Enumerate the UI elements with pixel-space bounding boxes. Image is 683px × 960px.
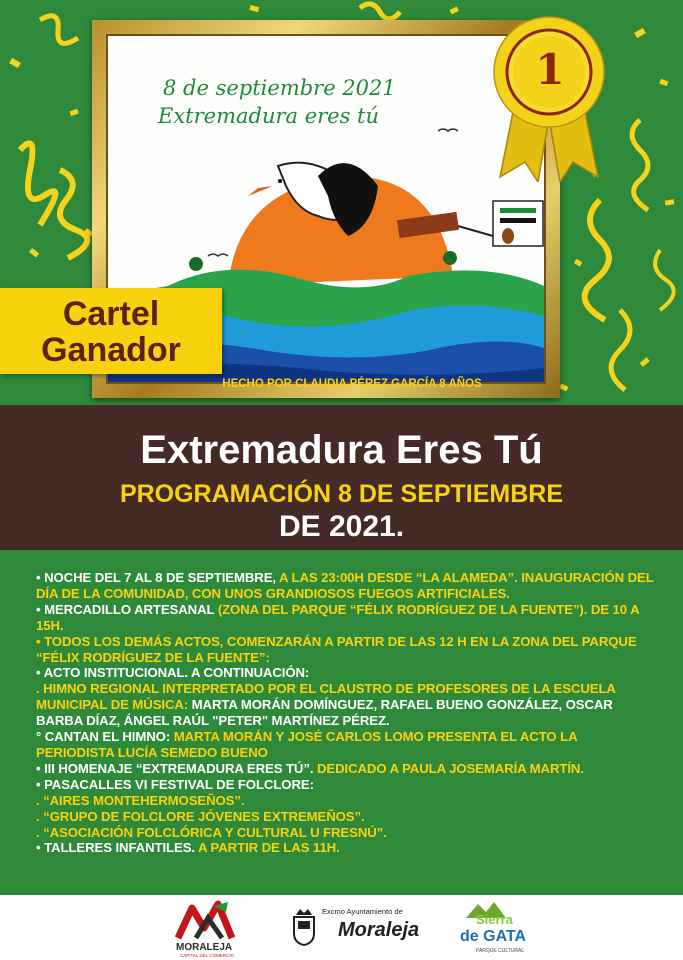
program-item-text: • III HOMENAJE “EXTREMADURA ERES TÚ”. bbox=[36, 760, 317, 776]
program-item bbox=[36, 777, 656, 793]
program-item-text: DEDICADO A PAULA JOSEMARÍA MARTÍN. bbox=[316, 760, 584, 776]
moraleja-name: MORALEJA bbox=[176, 942, 233, 953]
program-item-text: . HIMNO REGIONAL INTERPRETADO POR EL CLAUSTRO DE PROFESORES DE LA ESCUELA MUNICIPAL DE MÚSICA: bbox=[36, 681, 616, 713]
program-item bbox=[36, 681, 656, 729]
drawing-caption-date: 8 de septiembre 2021 bbox=[163, 76, 396, 100]
program-item-text: • TODOS LOS DEMÁS ACTOS, COMENZARÁN A PARTIR DE LAS 12 H EN LA ZONA DEL PARQUE “FÉLIX RODRÍGUEZ DE LA FUENTE”: bbox=[36, 633, 637, 665]
program-item-text: • ACTO INSTITUCIONAL. A CONTINUACIÓN: bbox=[36, 665, 310, 681]
drawing-caption-slogan: Extremadura eres tú bbox=[158, 104, 380, 128]
moraleja-tagline: CAPITAL DEL COMERCIO bbox=[180, 953, 235, 958]
program-item-text: A LAS 23:00H DESDE “LA ALAMEDA”. INAUGURACIÓN DEL DÍA DE LA COMUNIDAD, CON UNOS GRANDIOSOS FUEGOS ARTIFICIALES. bbox=[36, 570, 654, 601]
gata-line1: Sierra bbox=[476, 912, 513, 927]
badge-line-cartel: Cartel bbox=[62, 295, 160, 333]
first-prize-rosette-icon bbox=[490, 12, 608, 182]
gata-line2: de GATA bbox=[460, 928, 527, 945]
program-item-text: (ZONA DEL PARQUE “FÉLIX RODRÍGUEZ DE LA FUENTE”). DE 10 A 15H. bbox=[36, 601, 640, 633]
program-item-text: • TALLERES INFANTILES. bbox=[36, 840, 199, 856]
program-item-text: • MERCADILLO ARTESANAL bbox=[36, 601, 218, 617]
artist-credit: HECHO POR CLAUDIA PÉREZ GARCÍA 8 AÑOS bbox=[222, 378, 482, 390]
header-artwork-section bbox=[0, 0, 683, 405]
page-title: Extremadura Eres Tú bbox=[140, 428, 543, 472]
program-item-text: • PASACALLES VI FESTIVAL DE FOLCLORE: bbox=[36, 776, 314, 792]
ayuntamiento-label: Excmo Ayuntamiento de bbox=[322, 907, 403, 916]
program-item bbox=[36, 793, 656, 809]
moraleja-logo bbox=[170, 898, 250, 958]
program-item-text: ° CANTAN EL HIMNO: bbox=[36, 729, 174, 745]
program-item-text: . “ASOCIACIÓN FOLCLÓRICA Y CULTURAL U FRESNÚ”. bbox=[36, 824, 387, 840]
program-item bbox=[36, 840, 656, 856]
program-item-text: . “AIRES MONTEHERMOSEÑOS”. bbox=[36, 792, 245, 808]
program-item-text: MARTA MORÁN DOMÍNGUEZ, RAFAEL BUENO GONZÁLEZ, OSCAR BARBA DÍAZ, ÁNGEL RAÚL "PETER" MARTÍNEZ PÉREZ. bbox=[36, 697, 613, 729]
program-item bbox=[36, 570, 656, 602]
moraleja-mark-icon bbox=[170, 898, 250, 942]
program-item-text: A PARTIR DE LAS 11H. bbox=[198, 840, 340, 856]
program-heading-line2: DE 2021. bbox=[278, 510, 405, 543]
program-item-text: MARTA MORÁN Y JOSÉ CARLOS LOMO PRESENTA EL ACTO LA PERIODISTA LUCÍA SEMEDO BUENO bbox=[36, 729, 578, 760]
program-item bbox=[36, 665, 656, 681]
program-item bbox=[36, 634, 656, 666]
ayuntamiento-logo bbox=[290, 905, 440, 950]
program-item bbox=[36, 602, 656, 634]
program-item-text: • NOCHE DEL 7 AL 8 DE SEPTIEMBRE, bbox=[36, 570, 280, 585]
program-heading-line1: PROGRAMACIÓN 8 DE SEPTIEMBRE bbox=[119, 480, 564, 508]
program-item-text: . “GRUPO DE FOLCLORE JÓVENES EXTREMEÑOS”. bbox=[36, 808, 365, 824]
gata-tagline: PARQUE CULTURAL bbox=[476, 948, 525, 954]
prize-number: 1 bbox=[535, 45, 565, 94]
badge-line-ganador: Ganador bbox=[41, 331, 181, 369]
sierra-de-gata-logo bbox=[458, 900, 548, 958]
program-item bbox=[36, 729, 656, 761]
program-list bbox=[36, 570, 656, 856]
program-item bbox=[36, 825, 656, 841]
program-item bbox=[36, 761, 656, 777]
coat-of-arms-icon bbox=[290, 907, 318, 947]
winner-badge bbox=[0, 288, 222, 374]
program-item bbox=[36, 809, 656, 825]
ayuntamiento-town: Moraleja bbox=[338, 919, 420, 941]
